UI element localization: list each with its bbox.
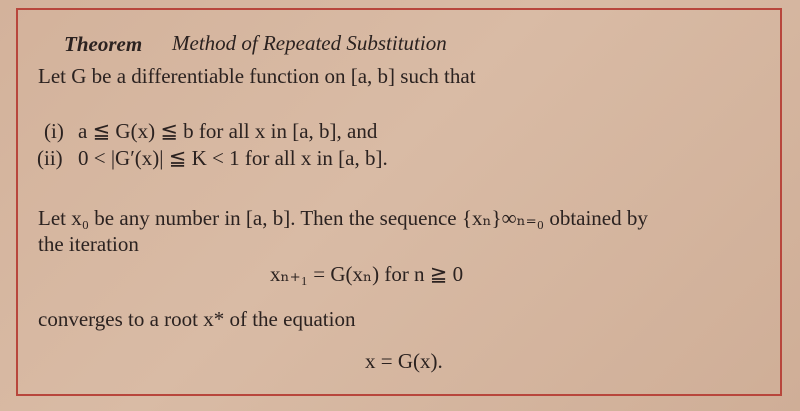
- iteration-formula: xₙ₊₁ = G(xₙ) for n ≧ 0: [270, 262, 464, 286]
- theorem-title: Method of Repeated Substitution: [172, 31, 447, 55]
- let-x0-line: Let x₀ be any number in [a, b]. Then the sequence {xₙ}∞ₙ₌₀ obtained by: [38, 206, 648, 230]
- condition-1-number: (i): [44, 119, 64, 143]
- condition-2: 0 < |G′(x)| ≦ K < 1 for all x in [a, b].: [78, 146, 388, 170]
- fixed-point-equation: x = G(x).: [365, 349, 443, 373]
- theorem-label: Theorem: [64, 32, 143, 56]
- converges-line: converges to a root x* of the equation: [38, 307, 356, 331]
- condition-2-number: (ii): [37, 146, 63, 170]
- condition-1: a ≦ G(x) ≦ b for all x in [a, b], and: [78, 119, 378, 143]
- iteration-label: the iteration: [38, 232, 139, 256]
- intro-line: Let G be a differentiable function on [a, b] such that: [38, 64, 476, 88]
